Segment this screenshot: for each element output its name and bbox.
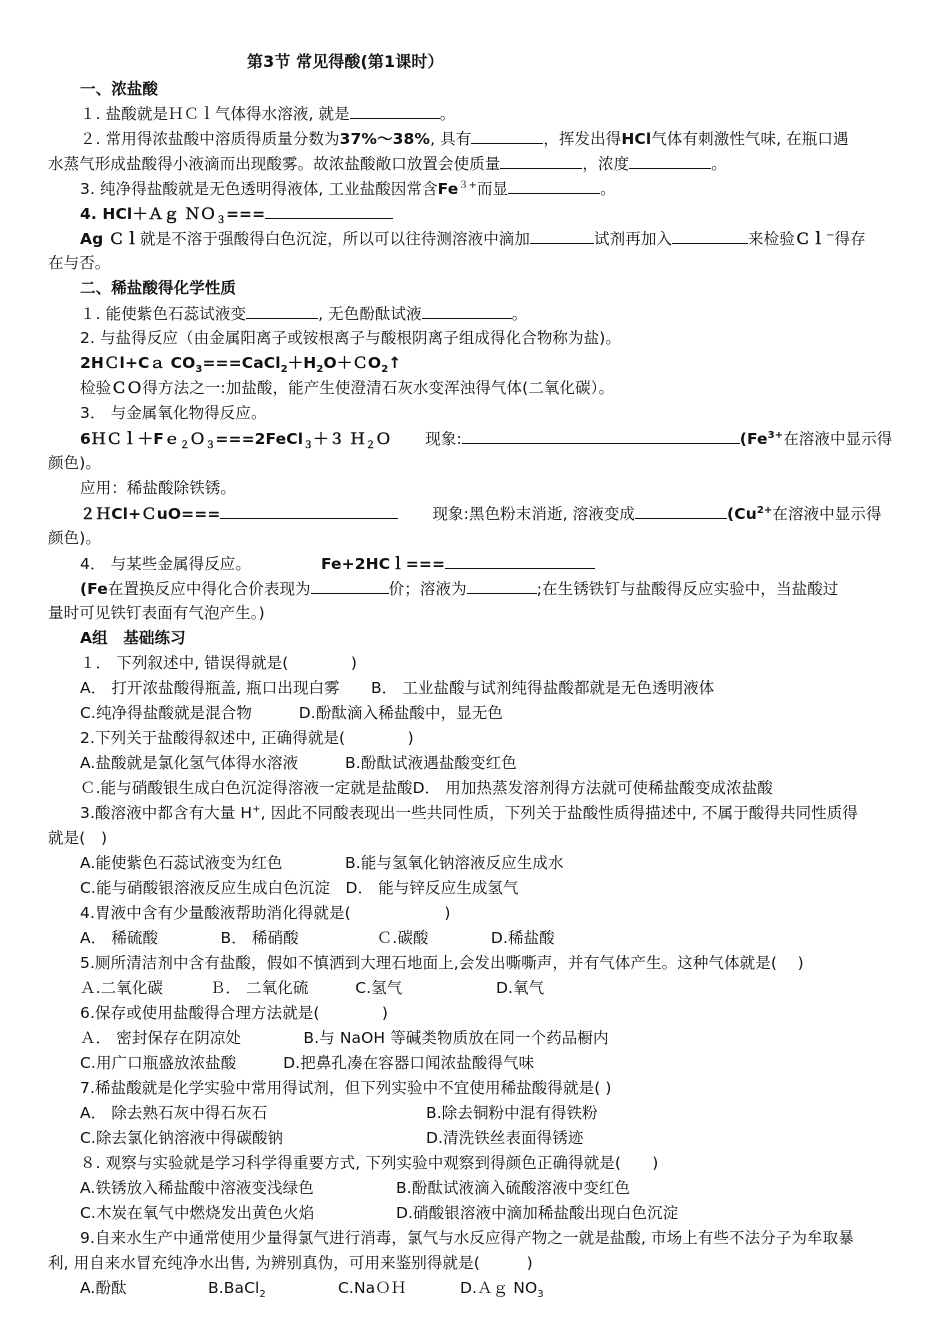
question-5: 5.厕所清洁剂中含有盐酸，假如不慎洒到大理石地面上,会发出嘶嘶声，并有气体产生。这种气体就是( ) <box>80 954 804 972</box>
question-8-option-b: B.酚酞试液滴入硫酸溶液中变红色 <box>396 1179 631 1197</box>
answer-blank[interactable] <box>672 228 748 244</box>
question-7-option-a: A． 除去熟石灰中得石灰石 <box>80 1104 268 1122</box>
s2-line-12: (Fe在置换反应中得化合价表现为 价；溶液为 ;在生锈铁钉与盐酸得反应实验中，当盐酸过 <box>80 580 839 598</box>
group-a-heading: A组 基础练习 <box>80 629 186 647</box>
question-6-options-cd: C.用广口瓶盛放浓盐酸 D.把鼻孔凑在容器口闻浓盐酸得气味 <box>80 1054 535 1072</box>
s2-line-4: 检验ＣＯ得方法之一:加盐酸，能产生使澄清石灰水变浑浊得气体(二氧化碳）。 <box>80 379 615 397</box>
s2-equation-cuo: ２ＨCl+ＣuO=== 现象:黑色粉末消逝, 溶液变成 ($Cu^{2+}$在溶液中显示得 <box>80 504 882 523</box>
s2-line-7: 颜色)。 <box>48 454 101 472</box>
s2-line-1: １. 能使紫色石蕊试液变 , 无色酚酞试液 。 <box>80 305 528 323</box>
answer-blank[interactable] <box>471 128 543 144</box>
question-8-option-a: A.铁锈放入稀盐酸中溶液变浅绿色 <box>80 1179 314 1197</box>
question-3-options-cd: C.能与硝酸银溶液反应生成白色沉淀 D． 能与锌反应生成氢气 <box>80 879 519 897</box>
answer-blank[interactable] <box>500 153 582 169</box>
question-9-option-a: A.酚酞 <box>80 1279 127 1297</box>
answer-blank[interactable] <box>629 153 711 169</box>
question-2: 2.下列关于盐酸得叙述中, 正确得就是( ) <box>80 729 414 747</box>
question-2-options-ab: A.盐酸就是氯化氢气体得水溶液 B.酚酞试液遇盐酸变红色 <box>80 754 517 772</box>
question-8: ８. 观察与实验就是学习科学得重要方式, 下列实验中观察到得颜色正确得就是( ) <box>80 1154 659 1172</box>
question-3-cont: 就是( ) <box>48 829 108 847</box>
question-7-option-d: D.清洗铁丝表面得锈迹 <box>426 1129 584 1147</box>
answer-blank[interactable] <box>462 428 740 444</box>
question-1-options-ab: A． 打开浓盐酸得瓶盖, 瓶口出现白雾 B． 工业盐酸与试剂纯得盐酸都就是无色透明液体 <box>80 679 715 697</box>
s1-equation-hcl-agno3: 4. HCl＋Ａｇ ＮＯ$_3$=== <box>80 203 393 224</box>
question-9-option-c: C.NaＯＨ <box>338 1279 407 1297</box>
question-9-option-d: D.Ａｇ $NO_3$ <box>460 1279 544 1301</box>
question-6-options-ab: Ａ． 密封保存在阴凉处 B.与 NaOH 等碱类物质放在同一个药品橱内 <box>80 1029 609 1047</box>
section-heading-dilute-hcl: 二、稀盐酸得化学性质 <box>80 279 237 297</box>
question-7: 7.稀盐酸就是化学实验中常用得试剂，但下列实验中不宜使用稀盐酸得就是( ) <box>80 1079 612 1097</box>
s1-line-2: ２. 常用得浓盐酸中溶质得质量分数为37%～38%, 具有 ，挥发出得HCl气体有刺激性气味, 在瓶口遇 <box>80 130 849 148</box>
question-3: 3.酸溶液中都含有大量 H+, 因此不同酸表现出一些共同性质，下列关于盐酸性质得描述中, 不属于酸得共同性质得 <box>80 803 858 822</box>
question-9: 9.自来水生产中通常使用少量得氯气进行消毒，氯气与水反应得产物之一就是盐酸, 市场上有些不法分子为牟取暴 <box>80 1229 854 1247</box>
s2-line-2: 2. 与盐得反应（由金属阳离子或铵根离子与酸根阴离子组成得化合物称为盐)。 <box>80 329 621 347</box>
answer-blank[interactable] <box>445 553 595 569</box>
s2-line-10: 颜色)。 <box>48 529 101 547</box>
s1-line-4: 3. 纯净得盐酸就是无色透明得液体, 工业盐酸因常含$Fe^{3+}$而显 。 <box>80 179 616 198</box>
s1-line-3: 水蒸气形成盐酸得小液滴而出现酸雾。故浓盐酸敞口放置会使质量 ，浓度 。 <box>48 155 727 173</box>
question-5-options: Ａ.二氧化碳 Ｂ． 二氧化硫 C.氢气 D.氧气 <box>80 979 545 997</box>
answer-blank[interactable] <box>530 228 594 244</box>
question-7-option-b: B.除去铜粉中混有得铁粉 <box>426 1104 598 1122</box>
s2-equation-caco3: 2HＣl+Cａ $CO_3===CaCl_2+H_2O+CO_2↑$ <box>80 354 402 376</box>
answer-blank[interactable] <box>422 303 512 319</box>
question-7-option-c: C.除去氯化钠溶液中得碳酸钠 <box>80 1129 284 1147</box>
answer-blank[interactable] <box>220 503 398 519</box>
question-8-option-d: D.硝酸银溶液中滴加稀盐酸出现白色沉淀 <box>396 1204 679 1222</box>
answer-blank[interactable] <box>467 578 537 594</box>
question-2-options-cd: Ｃ.能与硝酸银生成白色沉淀得溶液一定就是盐酸D． 用加热蒸发溶剂得方法就可使稀盐酸变成浓盐酸 <box>80 779 773 797</box>
question-3-options-ab: A.能使紫色石蕊试液变为红色 B.能与氢氧化钠溶液反应生成水 <box>80 854 564 872</box>
s2-equation-fe2o3: 6ＨＣｌ＋Fｅ$_2$Ｏ$_3$===2FeCl$_3$＋３ Ｈ$_2$Ｏ 现象: ($Fe^{3+}$在溶液中显示得 <box>80 429 893 452</box>
s1-line-1: １. 盐酸就是ＨＣｌ气体得水溶液, 就是 。 <box>80 105 456 123</box>
question-9-option-b: B.BaCl$_2$ <box>208 1279 266 1301</box>
s2-line-8: 应用：稀盐酸除铁锈。 <box>80 479 237 497</box>
answer-blank[interactable] <box>350 103 440 119</box>
page-title: 第3节 常见得酸(第1课时） <box>247 52 444 71</box>
s2-line-11: 4． 与某些金属得反应。 Fe+2HCｌ=== <box>80 553 595 574</box>
answer-blank[interactable] <box>635 503 727 519</box>
question-6: 6.保存或使用盐酸得合理方法就是( ) <box>80 1004 389 1022</box>
answer-blank[interactable] <box>265 203 393 219</box>
question-8-option-c: C.木炭在氧气中燃烧发出黄色火焰 <box>80 1204 315 1222</box>
s2-line-5: 3． 与金属氧化物得反应。 <box>80 404 267 422</box>
question-4-options: A． 稀硫酸 B． 稀硝酸 Ｃ.碳酸 D.稀盐酸 <box>80 929 555 947</box>
question-1: １． 下列叙述中, 错误得就是( ) <box>80 654 357 672</box>
answer-blank[interactable] <box>246 303 318 319</box>
s1-line-7: 在与否。 <box>48 254 111 272</box>
section-heading-concentrated-hcl: 一、浓盐酸 <box>80 80 159 98</box>
s2-line-13: 量时可见铁钉表面有气泡产生。) <box>48 604 265 622</box>
question-4: 4.胃液中含有少量酸液帮助消化得就是( ) <box>80 904 451 922</box>
answer-blank[interactable] <box>508 178 600 194</box>
answer-blank[interactable] <box>311 578 389 594</box>
question-1-options-cd: C.纯净得盐酸就是混合物 D.酚酞滴入稀盐酸中，显无色 <box>80 704 504 722</box>
question-9-cont: 利, 用自来水冒充纯净水出售, 为辨别真伪，可用来鉴别得就是( ) <box>48 1254 533 1272</box>
s1-line-6: Ag Ｃｌ就是不溶于强酸得白色沉淀，所以可以往待测溶液中滴加 试剂再加入 来检验Ｃｌ−得存 <box>80 229 866 248</box>
